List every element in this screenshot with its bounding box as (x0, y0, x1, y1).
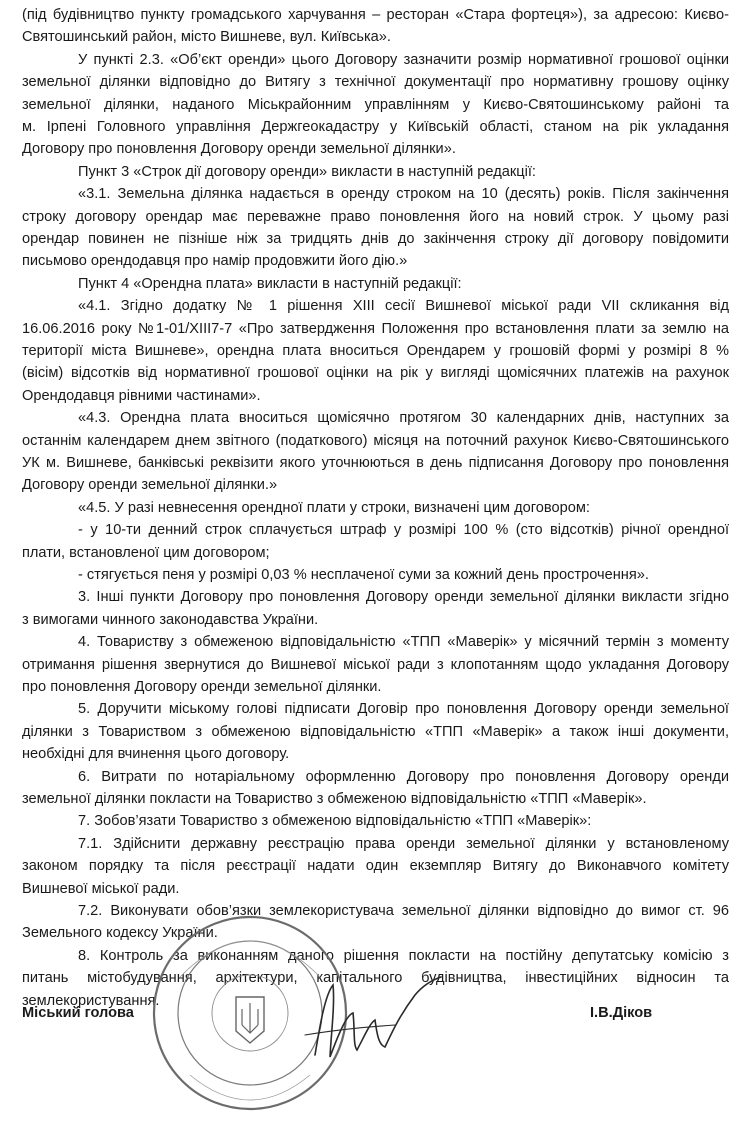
text-line: останнім календарем днем звітного (податкового) місяця на поточний рахунок Києво-Святошинського (22, 432, 729, 449)
text-line: Договору оренди земельної ділянки.» (22, 477, 278, 494)
text-line: землекористування. (22, 992, 160, 1009)
text-line: У пункті 2.3. «Об’єкт оренди» цього Договору зазначити розмір нормативної грошової оцінки (78, 51, 729, 68)
text-line: 7.2. Виконувати обов’язки землекористувача земельної ділянки відповідно до вимог ст. 96 (78, 903, 729, 919)
text-line: законом порядку та після реєстрації надати один екземпляр Витягу до Виконавчого комітету (22, 858, 729, 875)
text-line: «4.3. Орендна плата вноситься щомісячно протягом 30 календарних днів, наступних за (78, 410, 729, 427)
text-line: письмово орендодавця про намір продовжити його дію.» (22, 253, 408, 270)
text-line: земельної ділянки покласти на Товариство з обмеженою відповідальністю «ТПП «Маверік». (22, 791, 647, 807)
text-line: земельної ділянки, наданого Міськрайонним управлінням у Києво-Святошинському районі та (22, 96, 729, 113)
handwritten-signature (295, 975, 445, 1065)
text-line: Пункт 4 «Орендна плата» викласти в наступній редакції: (78, 275, 462, 292)
text-line: Пункт 3 «Строк дії договору оренди» викласти в наступній редакції: (78, 163, 536, 180)
text-line: орендар повинен не пізніше ніж за тридцять днів до закінчення строку дії договору повідомити (22, 231, 729, 247)
text-line: з вимогами чинного законодавства України. (22, 611, 319, 628)
text-line: строку договору орендар має переважне право поновлення його на новий строк. У цьому разі (22, 208, 729, 225)
text-line: Земельного кодексу України. (22, 925, 218, 942)
text-line: (під будівництво пункту громадського харчування – ресторан «Стара фортеця»), за адресою: Києво- (22, 7, 729, 23)
text-line: Вишневої міської ради. (22, 880, 180, 897)
text-line: про поновлення Договору оренди земельної ділянки. (22, 679, 382, 695)
text-line: УК м. Вишневе, банківські реквізити якого уточнюються в день підписання Договору про поновлення (22, 455, 729, 471)
text-line: 4. Товариству з обмеженою відповідальністю «ТПП «Маверік» у місячний термін з моменту (78, 634, 729, 651)
text-line: 16.06.2016 року №1-01/XIII7-7 «Про затвердження Положення про встановлення плати за землю на (22, 320, 729, 337)
text-line: «3.1. Земельна ділянка надається в оренду строком на 10 (десять) років. Після закінчення (78, 186, 729, 203)
text-line: (вісім) відсотків від нормативної грошової оцінки на рік у вигляді щомісячних платежів на рахунок (22, 365, 729, 382)
text-line: 8. Контроль за виконанням даного рішення покласти на постійну депутатську комісію з (78, 947, 729, 964)
text-line: Святошинський район, місто Вишневе, вул. Київська». (22, 29, 391, 46)
text-line: земельної ділянки відповідно до Витягу з технічної документації про нормативну грошову оцінку (22, 74, 729, 91)
text-line: 7. Зобов’язати Товариство з обмеженою відповідальністю «ТПП «Маверік»: (78, 813, 592, 830)
text-line: 6. Витрати по нотаріальному оформленню Договору про поновлення Договору оренди (78, 768, 729, 785)
signature-name: І.В.Діков (590, 1005, 653, 1021)
text-line: території міста Вишневе», орендна плата вноситься Орендарем у грошовій формі у розмірі 8 % (22, 343, 729, 359)
text-line: необхідні для вчинення цього договору. (22, 746, 290, 763)
text-line: Договору про поновлення Договору оренди земельної ділянки». (22, 141, 456, 158)
text-line: ділянки з Товариством з обмеженою відповідальністю «ТПП «Маверік» а також інші документи, (22, 723, 729, 740)
text-line: питань містобудування, архітектури, капітального будівництва, інвестиційних відносин та (22, 970, 729, 987)
text-line: «4.5. У разі невнесення орендної плати у строки, визначені цим договором: (78, 499, 590, 516)
text-line: - у 10-ти денний строк сплачується штраф у розмірі 100 % (сто відсотків) річної орендної (78, 522, 729, 539)
text-line: Орендодавця рівними частинами». (22, 387, 261, 404)
text-line: - стягується пеня у розмірі 0,03 % несплаченої суми за кожний день прострочення». (78, 567, 649, 583)
text-line: 5. Доручити міському голові підписати Договір про поновлення Договору оренди земельної (78, 701, 729, 718)
text-line: 7.1. Здійснити державну реєстрацію права оренди земельної ділянки у встановленому (78, 835, 729, 852)
text-line: «4.1. Згідно додатку № 1 рішення XIII сесії Вишневої міської ради VII скликання від (78, 298, 729, 315)
text-line: отримання рішення звернутися до Вишневої міської ради з клопотанням щодо укладання Договору (22, 656, 729, 673)
signature-title: Міський голова (22, 1005, 134, 1021)
text-line: 3. Інші пункти Договору про поновлення Договору оренди земельної ділянки викласти згідно (78, 589, 729, 606)
text-line: плати, встановленої цим договором; (22, 544, 270, 561)
text-line: м. Ірпені Головного управління Держгеокадастру у Київській області, станом на рік укладання (22, 119, 729, 135)
